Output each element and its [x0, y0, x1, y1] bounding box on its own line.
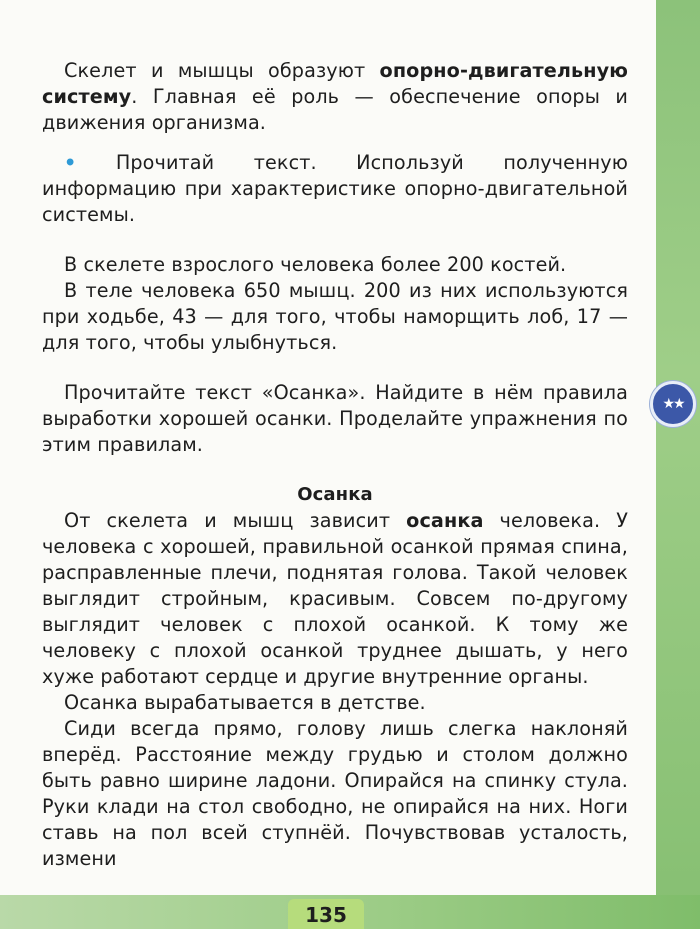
stars-icon: ★★: [650, 381, 696, 427]
page-content: [42, 58, 628, 872]
intro-text-before: Скелет и мышцы образуют: [64, 59, 380, 82]
intro-paragraph: [42, 58, 628, 136]
article-paragraph-1: [42, 508, 628, 690]
page-number: 135: [288, 899, 364, 929]
fact-muscles: В теле человека 650 мышц. 200 из них используются при ходьбе, 43 — для того, чтобы наморщить лоб, 17 — для того, чтобы улыбнуться.: [42, 279, 628, 354]
intro-term: опорно-двигательную систему: [42, 59, 628, 108]
reading-instruction: Прочитайте текст «Осанка». Найдите в нём правила выработки хорошей осанки. Проделайте упражнения по этим правилам.: [42, 381, 628, 456]
article-term-posture: осанка: [406, 509, 484, 532]
green-margin-strip: [656, 0, 700, 929]
article-paragraph-2: Осанка вырабатывается в детстве.: [64, 691, 426, 714]
fact-bones: В скелете взрослого человека более 200 костей.: [64, 253, 567, 276]
article-paragraph-3: Сиди всегда прямо, голову лишь слегка наклоняй вперёд. Расстояние между грудью и столом должно быть равно ширине ладони. Опирайся на спинку стула. Руки клади на стол свободно, не опирайся на них. Ноги ставь на пол всей ступнёй. Почувствовав усталость, измени: [42, 717, 628, 870]
article-p1-after: человека. У человека с хорошей, правильной осанкой прямая спина, расправленные плечи, поднятая голова. Такой человек выглядит стройным, красивым. Совсем по-другому выглядит человек с плохой осанкой. К тому же человеку с плохой осанкой труднее дышать, у него хуже работают сердце и другие внутренние органы.: [42, 509, 628, 688]
task-text: Прочитай текст. Используй полученную информацию при характеристике опорно-двигательной системы.: [42, 151, 628, 226]
article-title: Осанка: [297, 484, 373, 505]
article-p1-before: От скелета и мышц зависит: [64, 509, 407, 532]
blue-bullet-icon: •: [64, 151, 77, 174]
task-paragraph: [42, 150, 628, 228]
intro-text-after: . Главная её роль — обеспечение опоры и движения организма.: [42, 85, 628, 134]
